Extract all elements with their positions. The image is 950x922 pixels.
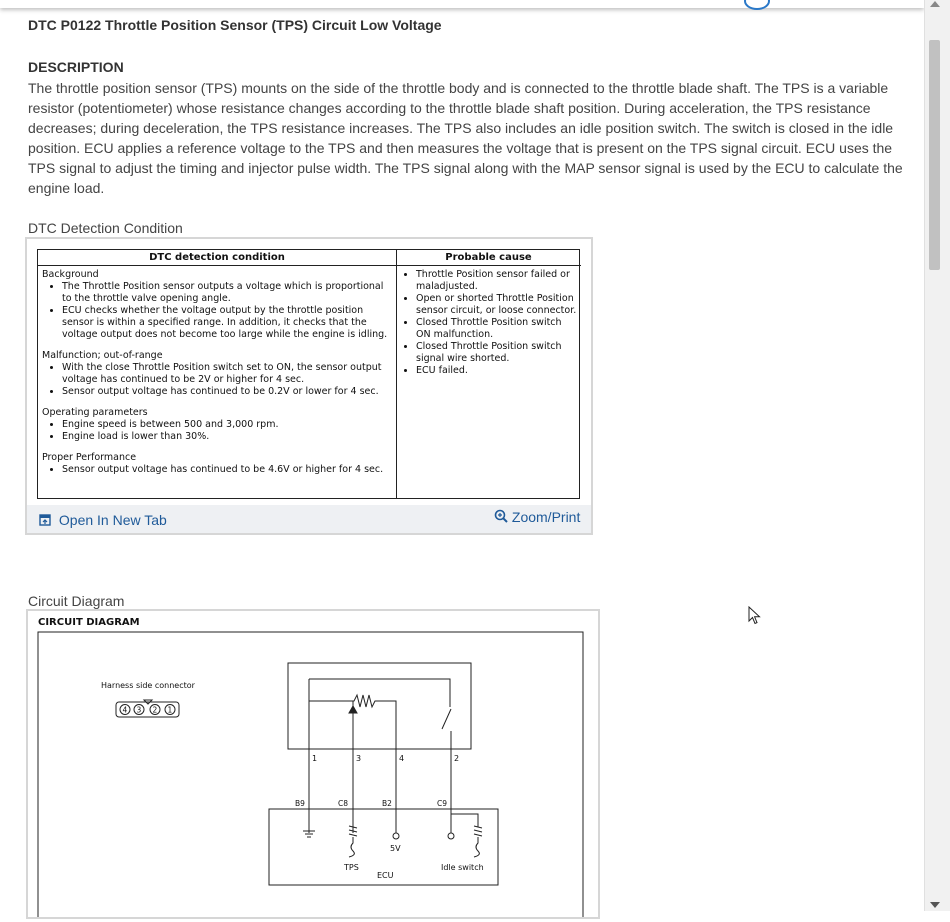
ecu-pin-label: B2 (382, 799, 392, 808)
idle-switch-terminal (448, 833, 454, 839)
condition-item: • Engine load is lower than 30%. (62, 431, 392, 443)
condition-item: • Engine speed is between 500 and 3,000 rpm. (62, 419, 392, 431)
pin-number: 2 (152, 705, 158, 715)
zoom-icon (494, 509, 508, 523)
tps-housing (288, 663, 471, 749)
zoom-print-label: Zoom/Print (511, 509, 581, 525)
condition-list (42, 419, 392, 443)
condition-item: • ECU checks whether the voltage output by the throttle position sensor is within a specified range. In addition, it checks that the voltage output does not become too large while the engine is idling. (62, 305, 392, 341)
condition-item: • Sensor output voltage has continued to be 4.6V or higher for 4 sec. (62, 464, 392, 476)
ecu-pin-label: C8 (338, 799, 349, 808)
pin-number: 3 (136, 705, 142, 715)
description-heading: DESCRIPTION (28, 59, 124, 75)
probable-cause-header: Probable cause (396, 250, 581, 266)
dtc-condition-header: DTC detection condition (38, 250, 396, 266)
condition-block (42, 350, 392, 398)
probable-cause-body (396, 266, 581, 380)
ecu-label: ECU (377, 871, 394, 880)
wire-number: 2 (454, 754, 460, 763)
probable-cause-item: • Open or shorted Throttle Position sensor circuit, or loose connector. (416, 293, 577, 317)
condition-list (42, 281, 392, 341)
voltage-label: 5V (390, 844, 401, 853)
wire-number: 3 (356, 754, 362, 763)
circuit-section-label: Circuit Diagram (28, 593, 125, 609)
condition-list (42, 362, 392, 398)
diagram-frame (38, 632, 583, 917)
dtc-condition-body (38, 266, 396, 488)
open-in-new-tab-label: Open In New Tab (58, 512, 167, 528)
wire-number: 1 (312, 754, 318, 763)
vertical-scrollbar[interactable] (924, 0, 950, 911)
page-title: DTC P0122 Throttle Position Sensor (TPS) Circuit Low Voltage (28, 17, 442, 33)
mouse-pointer-icon (748, 606, 762, 626)
scrollbar-thumb[interactable] (929, 40, 940, 270)
pin-number: 1 (167, 705, 173, 715)
probable-cause-column (396, 250, 581, 498)
scroll-up-arrow-icon[interactable] (930, 1, 940, 7)
dtc-figure (25, 237, 593, 535)
probable-cause-item: • Closed Throttle Position switch ON malfunction. (416, 317, 577, 341)
circuit-diagram-image[interactable] (28, 611, 598, 917)
scroll-down-arrow-icon[interactable] (930, 902, 940, 908)
condition-block-title: Proper Performance (42, 452, 137, 463)
description-text: The throttle position sensor (TPS) mounts on the side of the throttle body and is connected to the throttle blade shaft. The TPS is a variable resistor (potentiometer) whose resistance changes according to the throttle blade shaft position. During acceleration, the TPS resistance decreases; during deceleration, the TPS resistance increases. The TPS also includes an idle position switch. The switch is closed in the idle position. ECU applies a reference voltage to the TPS and then measures the voltage that is present on the TPS signal circuit. ECU uses the TPS signal to adjust the timing and injector pulse width. The TPS signal along with the MAP sensor signal is used by the ECU to calculate the engine load. (28, 80, 903, 196)
condition-block-title: Operating parameters (42, 407, 148, 418)
condition-item: • The Throttle Position sensor outputs a voltage which is proportional to the throttle valve opening angle. (62, 281, 392, 305)
condition-item: • Sensor output voltage has continued to be 0.2V or lower for 4 sec. (62, 386, 392, 398)
wire-number: 4 (399, 754, 405, 763)
circuit-figure (26, 609, 600, 919)
probable-cause-list (400, 269, 577, 377)
dtc-section-label: DTC Detection Condition (28, 220, 183, 236)
condition-block (42, 452, 392, 476)
dtc-table (37, 249, 580, 499)
condition-block (42, 269, 392, 341)
ecu-pin-label: B9 (295, 799, 305, 808)
dtc-table-image[interactable] (27, 239, 591, 505)
probable-cause-item: • Closed Throttle Position switch signal wire shorted. (416, 341, 577, 365)
condition-block (42, 407, 392, 443)
sensor-wiring (309, 679, 450, 833)
idle-input-symbol (451, 809, 482, 857)
probable-cause-item: • Throttle Position sensor failed or maladjusted. (416, 269, 577, 293)
top-toolbar-edge (0, 0, 924, 8)
open-in-new-tab-link[interactable] (39, 512, 167, 528)
idle-switch-contact (442, 709, 451, 833)
harness-label: Harness side connector (101, 681, 195, 690)
condition-block-title: Background (42, 269, 99, 280)
zoom-print-link[interactable] (494, 509, 580, 525)
dtc-condition-column (38, 250, 397, 498)
reference-terminal (393, 833, 399, 839)
pin-number: 4 (122, 705, 128, 715)
open-new-tab-icon (39, 514, 51, 526)
ecu-pin-label: C9 (437, 799, 448, 808)
circuit-diagram-svg (28, 611, 598, 917)
condition-block-title: Malfunction; out-of-range (42, 350, 163, 361)
condition-list (42, 464, 392, 476)
tps-label: TPS (344, 863, 359, 872)
probable-cause-item: • ECU failed. (416, 365, 577, 377)
idle-switch-label: Idle switch (441, 863, 484, 872)
toolbar-circle-icon[interactable] (744, 0, 770, 10)
harness-connector (116, 700, 179, 717)
condition-item: • With the close Throttle Position switch set to ON, the sensor output voltage has continued to be 2V or higher for 4 sec. (62, 362, 392, 386)
circuit-heading: CIRCUIT DIAGRAM (38, 617, 140, 628)
